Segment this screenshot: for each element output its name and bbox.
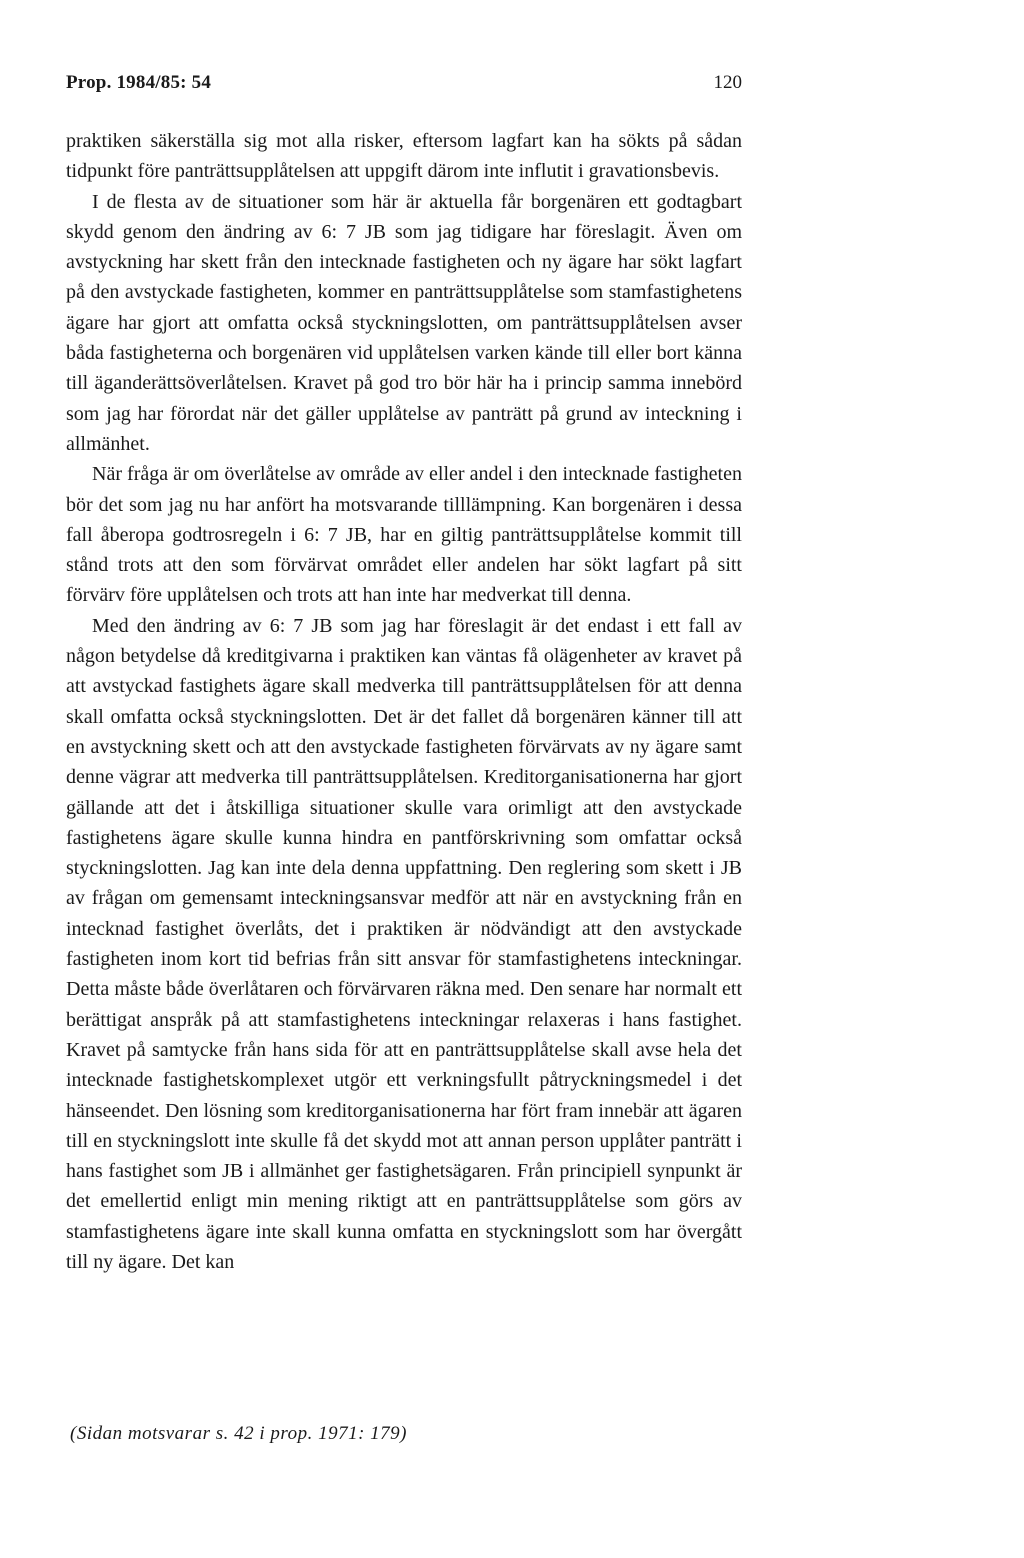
- body-text: [66, 126, 742, 1277]
- paragraph: I de flesta av de situationer som här är aktuella får borgenären ett godtagbart skydd genom den ändring av 6: 7 JB som jag tidigare har föreslagit. Även om avstyckning har skett från den intecknade fastigheten och ny ägare har sökt lagfart på den avstyckade fastigheten, kommer en panträttsupplåtelse som stamfastighetens ägare har gjort att omfatta också styckningslotten, om panträttsupplåtelsen avser båda fastigheterna och borgenären vid upplåtelsen varken kände till eller bort känna till äganderättsöverlåtelsen. Kravet på god tro bör här ha i princip samma innebörd som jag har förordat när det gäller upplåtelse av panträtt på grund av inteckning i allmänhet.: [66, 190, 742, 455]
- footer-note: (Sidan motsvarar s. 42 i prop. 1971: 179): [70, 1423, 407, 1444]
- paragraph: När fråga är om överlåtelse av område av eller andel i den intecknade fastigheten bör det som jag nu har anfört ha motsvarande tilllämpning. Kan borgenären i dessa fall åberopa godtrosregeln i 6: 7 JB, har en giltig panträttsupplåtelse kommit till stånd trots att den som förvärvat området eller andelen har sökt lagfart på sitt förvärv före upplåtelsen och trots att han inte har medverkat till denna.: [66, 463, 742, 607]
- paragraph: Med den ändring av 6: 7 JB som jag har föreslagit är det endast i ett fall av någon betydelse då kreditgivarna i praktiken kan väntas få olägenheter av kravet på att avstyckad fastighets ägare skall medverka till panträttsupplåtelsen för att denna skall omfatta också styckningslotten. Det är det fallet då borgenären känner till att en avstyckning skett och att den avstyckade fastigheten förvärvats av ny ägare samt denne vägrar att medverka till panträttsupplåtelsen. Kreditorganisationerna har gjort gällande att det i åtskilliga situationer skulle vara orimligt att den avstyckade fastighetens ägare skulle kunna hindra en pantförskrivning som omfattar också styckningslotten. Jag kan inte dela denna uppfattning. Den reglering som skett i JB av frågan om gemensamt inteckningsansvar medför att när en avstyckning från en intecknad fastighet överlåts, det i praktiken är nödvändigt att den avstyckade fastigheten inom kort tid befrias från sitt ansvar för stamfastighetens inteckningar. Detta måste både överlåtaren och förvärvaren räkna med. Den senare har normalt ett berättigat anspråk på att stamfastighetens inteckningar relaxeras i hans fastighet. Kravet på samtycke från hans sida för att en panträttsupplåtelse skall avse hela det intecknade fastighetskomplexet utgör ett verkningsfullt påtryckningsmedel i det hänseendet. Den lösning som kreditorganisationerna har fört fram innebär att ägaren till en styckningslott inte skulle få det skydd mot att annan person upplåter panträtt i hans fastighet som JB i allmänhet ger fastighetsägaren. Från principiell synpunkt är det emellertid enligt min mening riktigt att en panträttsupplåtelse som görs av stamfastighetens ägare inte skall kunna omfatta en styckningslott som har övergått till ny ägare. Det kan: [66, 614, 742, 1273]
- page-header: [66, 72, 742, 102]
- page-number: 120: [713, 72, 742, 93]
- document-reference: Prop. 1984/85: 54: [66, 72, 212, 93]
- paragraph-continuation: praktiken säkerställa sig mot alla risker, eftersom lagfart kan ha sökts på sådan tidpunkt före panträttsupplåtelsen att uppgift därom inte influtit i gravationsbevis.: [66, 130, 742, 183]
